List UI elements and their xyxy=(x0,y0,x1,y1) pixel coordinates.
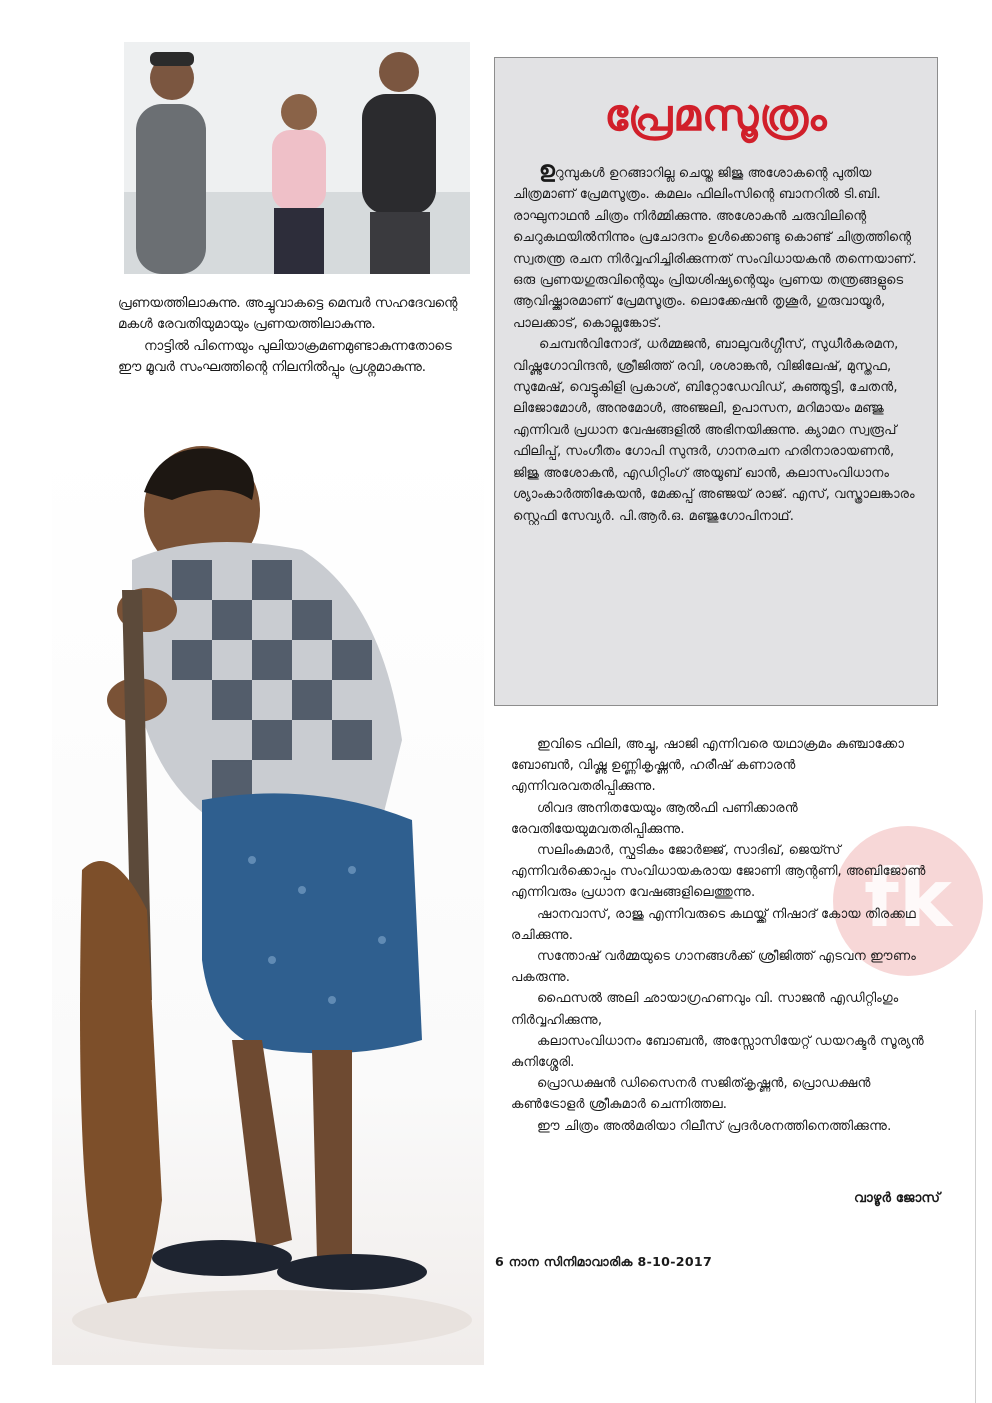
right-paragraph: സന്തോഷ് വർമ്മയുടെ ഗാനങ്ങൾക്ക് ശ്രീജിത്ത് എടവന ഈണം പകരുന്നു. xyxy=(511,949,916,986)
left-paragraph: നാട്ടിൽ പിന്നെയും പുലിയാക്രമണമുണ്ടാകുന്നതോടെ ഈ മൂവർ സംഘത്തിന്റെ നിലനിൽപ്പും പ്രശ്നമാകുന്നു. xyxy=(118,338,452,376)
right-paragraph: ഫൈസൽ അലി ഛായാഗ്രഹണവും വി. സാജൻ എഡിറ്റിംഗും നിർവ്വഹിക്കുന്നു, xyxy=(511,991,899,1028)
feature-paragraph: ചെമ്പൻവിനോദ്, ധർമ്മജൻ, ബാലുവർഗ്ഗീസ്, സുധീർകരമന, വിഷ്ണുഗോവിന്ദൻ, ശ്രീജിത്ത് രവി, ശശാങ്കൻ, വിജിലേഷ്, മുസ്തഫ, സുമേഷ്, വെട്ടുകിളി പ്രകാശ്, ബിറ്റോഡേവിഡ്, കുഞ്ഞൂട്ടി, ചേതൻ, ലിജോമോൾ, അനുമോൾ, അഞ്ജലി, ഉപാസന, മറിമായം മഞ്ജു എന്നിവർ പ്രധാന വേഷങ്ങളിൽ അഭിനയിക്കുന്നു. ക്യാമറ സ്വരൂപ് ഫിലിപ്പ്, സംഗീതം ഗോപി സുന്ദർ, ഗാനരചന ഹരിനാരായണൻ, ജിജു അശോകൻ, എഡിറ്റിംഗ് അയൂബ് ഖാൻ, കലാസംവിധാനം ശ്യാംകാർത്തികേയൻ, മേക്കപ്പ് അഞ്ജയ് രാജ്. എസ്, വസ്ത്രാലങ്കാരം സ്റ്റെഫി സേവ്യർ. പി.ആർ.ഒ. മഞ്ജുഗോപിനാഥ്. xyxy=(513,337,915,524)
watermark-text: fk xyxy=(863,852,952,945)
left-column-text xyxy=(118,293,476,379)
stage-photo xyxy=(124,42,470,274)
right-column-text xyxy=(511,734,941,1137)
actor-photo-illustration xyxy=(52,440,484,1365)
right-paragraph: സലിംകുമാർ, സ്ഫടികം ജോർജ്ജ്, സാദിഖ്, ജെയ്സ് എന്നിവർക്കൊപ്പം സംവിധായകരായ ജോണി ആന്റണി, അബിജോൺ എന്നിവരും പ്രധാന വേഷങ്ങളിലെത്തുന്നു. xyxy=(511,843,926,901)
stage-photo-illustration xyxy=(124,42,470,274)
right-paragraph: കലാസംവിധാനം ബോബൻ, അസ്സോസിയേറ്റ് ഡയറക്ടർ സൂര്യൻ കുനിശ്ശേരി. xyxy=(511,1033,924,1071)
byline: വാഴൂർ ജോസ് xyxy=(853,1190,940,1206)
right-paragraph: ഈ ചിത്രം അൽമരിയാ റിലീസ് പ്രദർശനത്തിനെത്തിക്കുന്നു. xyxy=(537,1118,892,1134)
left-paragraph: പ്രണയത്തിലാകുന്നു. അച്ചുവാകട്ടെ മെമ്പർ സഹദേവന്റെ മകൾ രേവതിയുമായും പ്രണയത്തിലാകുന്നു. xyxy=(118,296,458,333)
feature-text xyxy=(513,158,923,527)
feature-title: പ്രേമസൂത്രം xyxy=(604,90,828,141)
actor-photo xyxy=(52,440,484,1365)
page-footer: 6 നാന സിനിമാവാരിക 8-10-2017 xyxy=(495,1254,713,1269)
dropcap: ഉ xyxy=(539,158,555,183)
page-edge-line xyxy=(975,1010,976,1403)
feature-paragraph-text: റുമ്പുകൾ ഉറങ്ങാറില്ല ചെയ്ത ജിജു അശോകന്റെ പുതിയ ചിത്രമാണ് പ്രേമസൂത്രം. കമലം ഫിലിംസിന്റെ ബാനറിൽ ടി.ബി. രാഘുനാഥൻ ചിത്രം നിർമ്മിക്കുന്നു. അശോകൻ ചരുവിലിന്റെ ചെറുകഥയിൽനിന്നും പ്രചോദനം ഉൾക്കൊണ്ടു കൊണ്ട് ചിത്രത്തിന്റെ സ്വതന്ത്ര രചന നിർവ്വഹിച്ചിരിക്കുന്നത് സംവിധായകൻ തന്നെയാണ്. ഒരു പ്രണയഗുരുവിന്റെയും പ്രിയശിഷ്യന്റെയും പ്രണയ തന്ത്രങ്ങളുടെ ആവിഷ്ക്കാരമാണ് പ്രേമസൂത്രം. ലൊക്കേഷൻ തൃശൂർ, ഗുരുവായൂർ, പാലക്കാട്, കൊല്ലങ്കോട്. xyxy=(513,166,917,331)
feature-box xyxy=(494,57,938,706)
right-paragraph: ഇവിടെ ഫിലി, അച്ചു, ഷാജി എന്നിവരെ യഥാക്രമം കുഞ്ചാക്കോ ബോബൻ, വിഷ്ണു ഉണ്ണികൃഷ്ണൻ, ഹരീഷ് കണാരൻ എന്നിവരവതരിപ്പിക്കുന്നു. xyxy=(511,737,905,795)
right-paragraph: ശിവദ അനിതയേയും ആൽഫി പണിക്കാരൻ രേവതിയേയുമവതരിപ്പിക്കുന്നു. xyxy=(511,800,798,837)
feature-paragraph xyxy=(513,158,923,334)
right-paragraph: പ്രൊഡക്ഷൻ ഡിസൈനർ സജിത്കൃഷ്ണൻ, പ്രൊഡക്ഷൻ കൺട്രോളർ ശ്രീകുമാർ ചെന്നിത്തല. xyxy=(511,1076,871,1113)
right-paragraph: ഷാനവാസ്, രാജു എന്നിവരുടെ കഥയ്ക്ക് നിഷാദ് കോയ തിരക്കഥ രചിക്കുന്നു. xyxy=(511,906,916,943)
